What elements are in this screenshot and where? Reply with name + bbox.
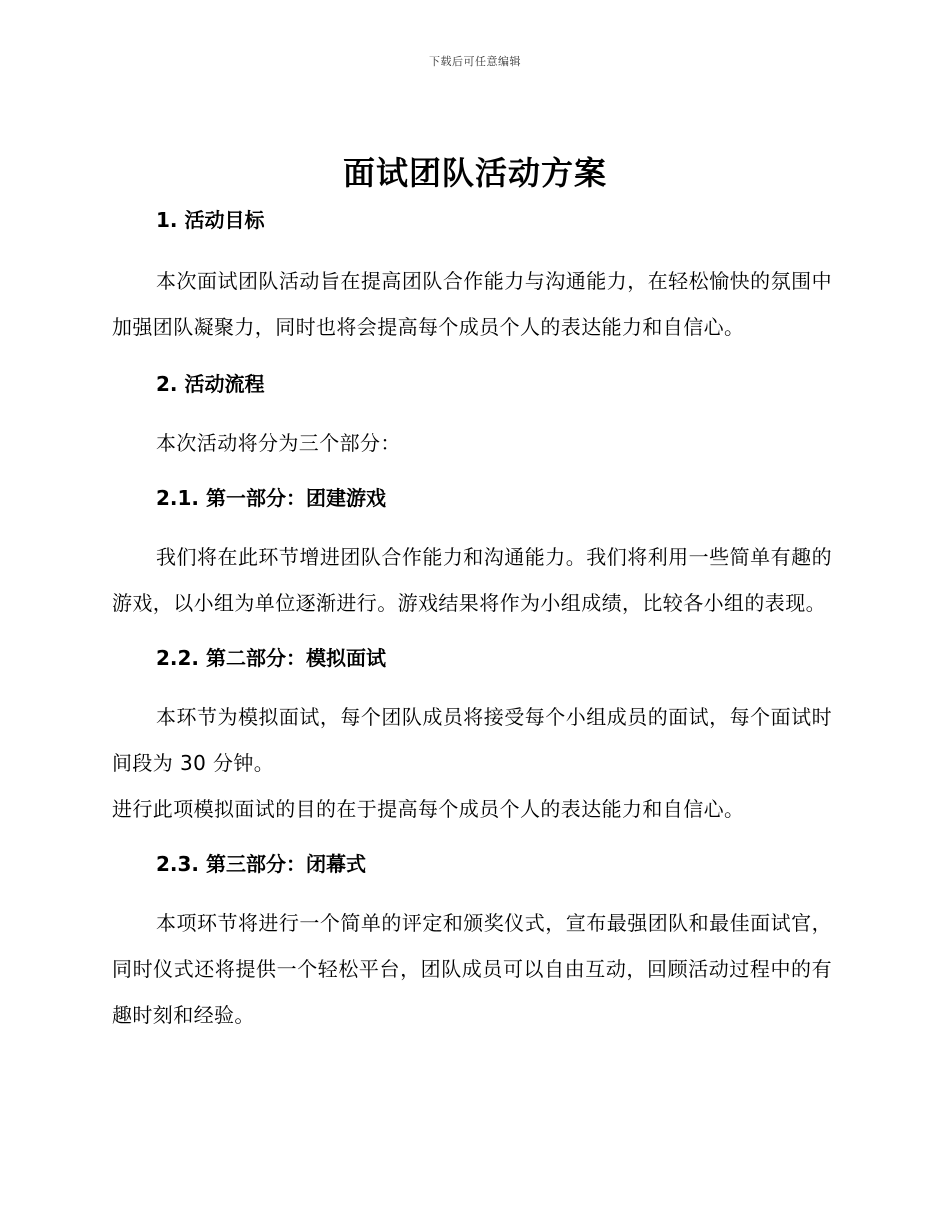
paragraph: 本次面试团队活动旨在提高团队合作能力与沟通能力，在轻松愉快的氛围中加强团队凝聚力，同时也将会提高每个成员个人的表达能力和自信心。 <box>112 269 832 339</box>
section-activity-process <box>112 366 832 466</box>
section-activity-goals <box>112 202 832 350</box>
section-part-one <box>112 480 832 626</box>
subsection-heading: 2.3. 第三部分：闭幕式 <box>156 852 366 876</box>
paragraph: 进行此项模拟面试的目的在于提高每个成员个人的表达能力和自信心。 <box>112 797 745 821</box>
header-note: 下载后可任意编辑 <box>429 55 521 68</box>
paragraph: 我们将在此环节增进团队合作能力和沟通能力。我们将利用一些简单有趣的游戏，以小组为单位逐渐进行。游戏结果将作为小组成绩，比较各小组的表现。 <box>112 545 832 615</box>
paragraph: 本次活动将分为三个部分： <box>156 431 401 455</box>
paragraph: 本环节为模拟面试，每个团队成员将接受每个小组成员的面试，每个面试时间段为 30 分钟。 <box>112 705 832 775</box>
section-heading: 2. 活动流程 <box>156 372 265 396</box>
document-title: 面试团队活动方案 <box>342 154 607 192</box>
document-body <box>112 202 832 1038</box>
paragraph: 本项环节将进行一个简单的评定和颁奖仪式，宣布最强团队和最佳面试官，同时仪式还将提供一个轻松平台，团队成员可以自由互动，回顾活动过程中的有趣时刻和经验。 <box>112 911 832 1027</box>
section-part-two <box>112 640 832 832</box>
section-heading: 1. 活动目标 <box>156 208 265 232</box>
subsection-heading: 2.1. 第一部分：团建游戏 <box>156 486 386 510</box>
subsection-heading: 2.2. 第二部分：模拟面试 <box>156 646 386 670</box>
section-part-three <box>112 846 832 1038</box>
